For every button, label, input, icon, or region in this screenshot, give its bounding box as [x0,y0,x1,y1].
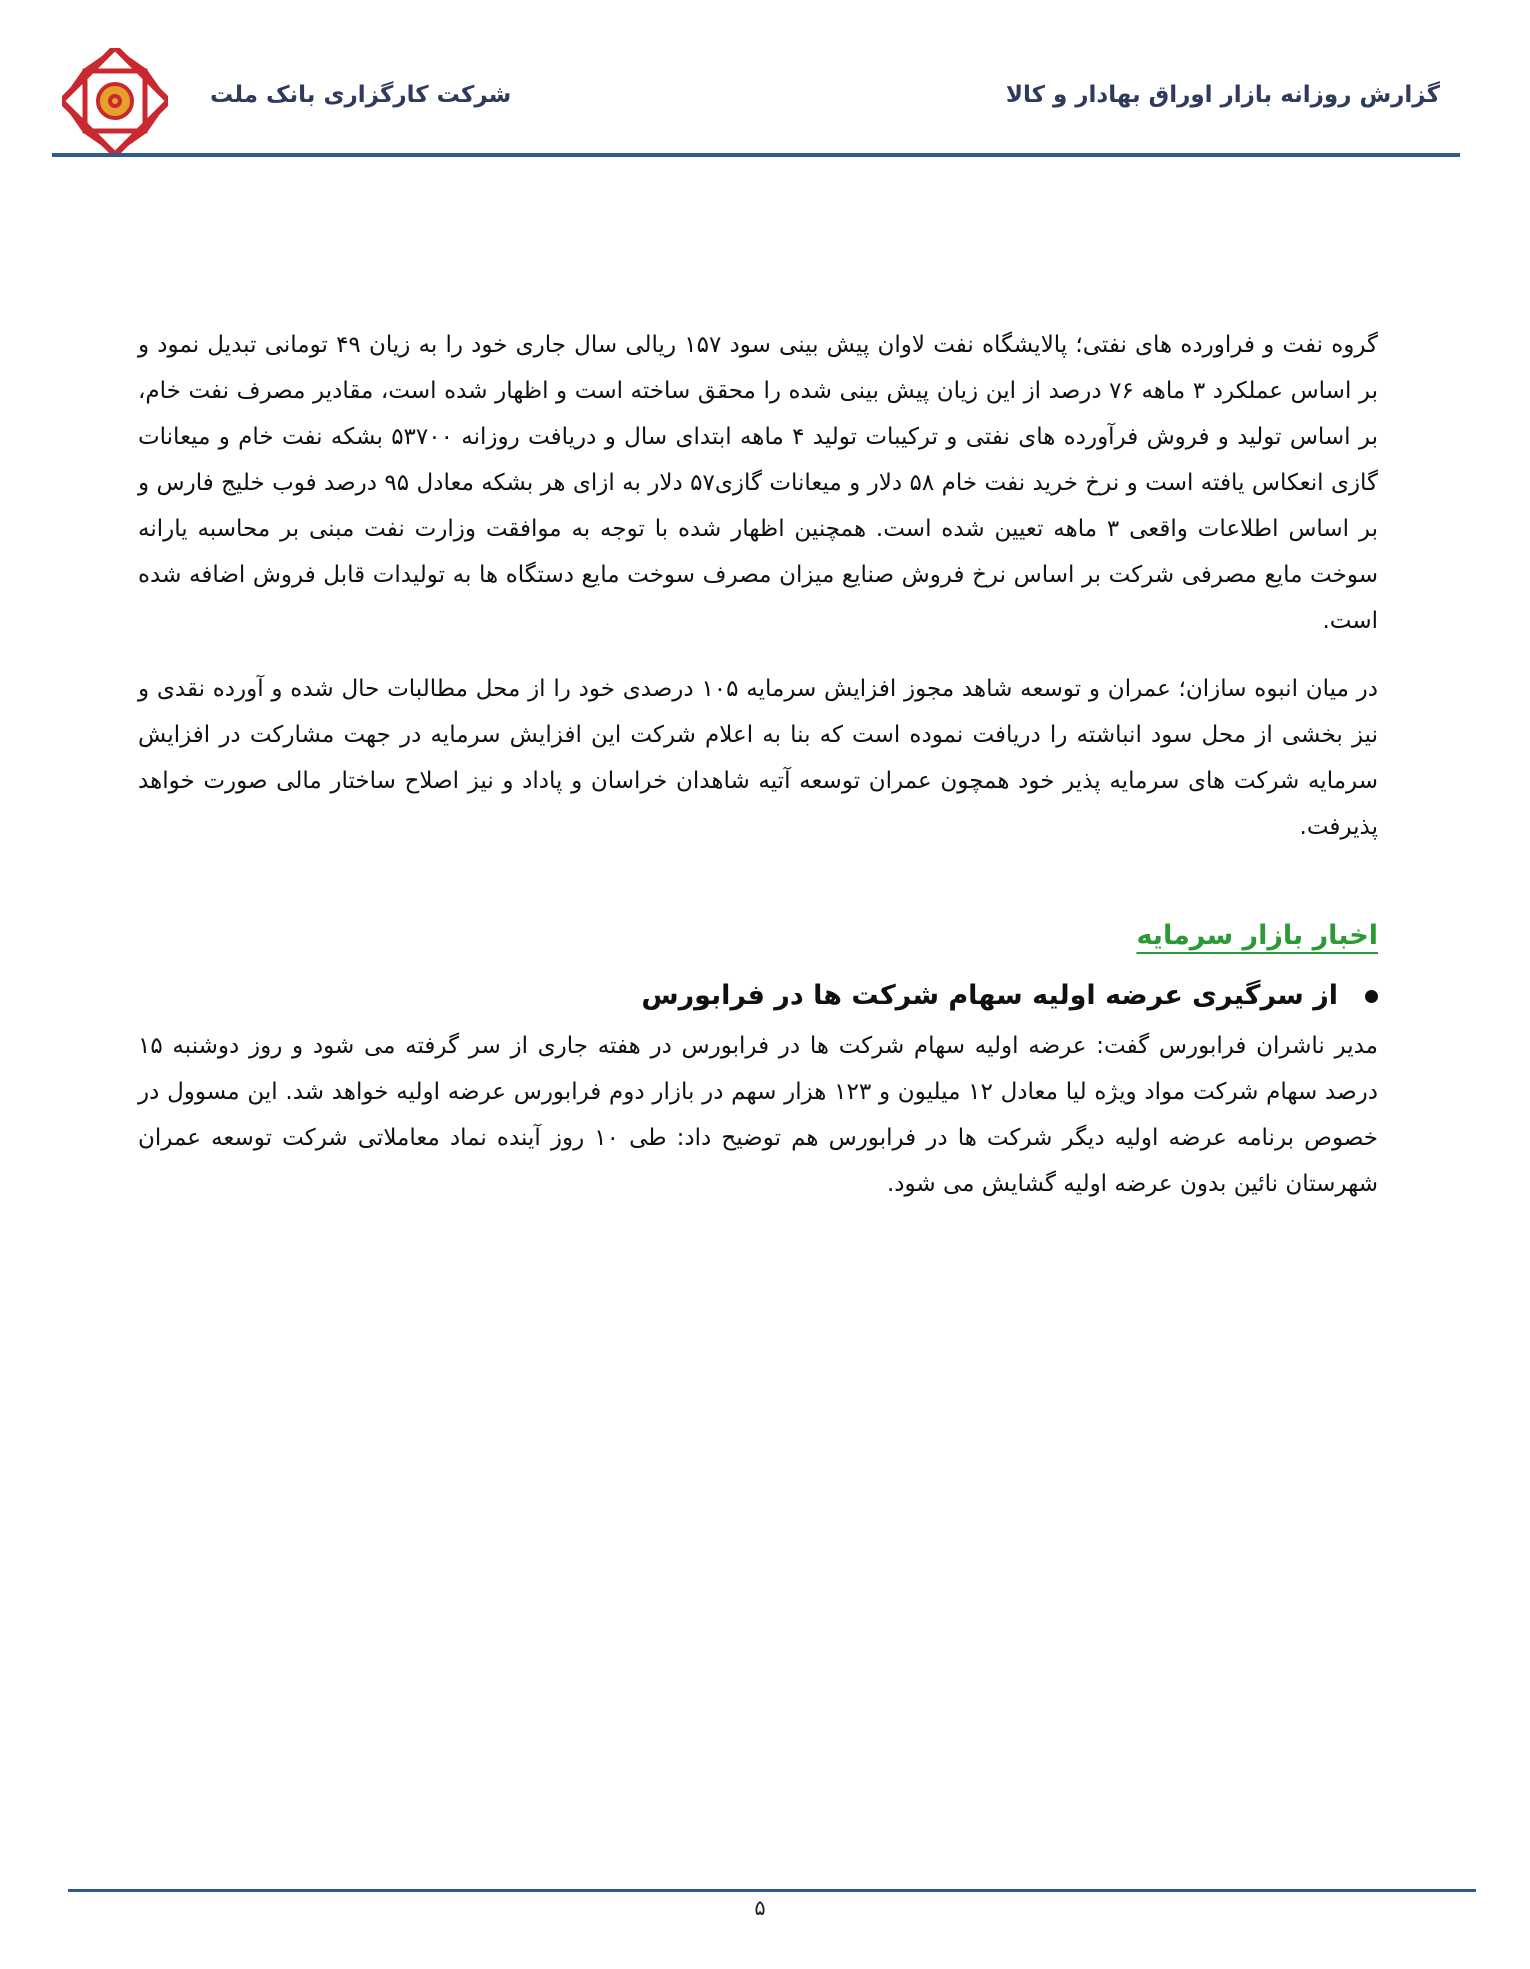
header-rule [52,153,1460,157]
construction-sector-paragraph: در میان انبوه سازان؛ عمران و توسعه شاهد مجوز افزایش سرمایه ۱۰۵ درصدی خود را از محل مطالبات حال شده و آورده نقدی و نیز بخشی از محل سود انباشته را دریافت نموده است که بنا به اعلام شرکت این افزایش سرمایه در جهت مشارکت در افزایش سرمایه شرکت های سرمایه پذیر خود همچون عمران توسعه آتیه شاهدان خراسان و پاداد و نیز اصلاح ساختار مالی صورت خواهد پذیرفت. [138,676,1379,840]
report-title: گزارش روزانه بازار اوراق بهادار و کالا [1005,82,1440,108]
bullet-icon [1365,990,1378,1003]
report-body [138,322,1378,1229]
page-number: ۵ [754,1896,766,1920]
section-heading [138,920,1378,951]
footer-rule [68,1889,1476,1892]
page-header [0,0,1530,160]
oil-sector-paragraph: گروه نفت و فراورده های نفتی؛ پالایشگاه نفت لاوان پیش بینی سود ۱۵۷ ریالی سال جاری خود را به زیان ۴۹ تومانی تبدیل نمود و بر اساس عملکرد ۳ ماهه ۷۶ درصد از این زیان پیش بینی شده را محقق ساخته است و اظهار شده است، مقادیر مصرف نفت خام، بر اساس تولید و فروش فرآورده های نفتی و ترکیبات تولید ۴ ماهه ابتدای سال و دریافت روزانه ۵۳۷۰۰ بشکه نفت خام و میعانات گازی انعکاس یافته است و نرخ خرید نفت خام ۵۸ دلار و میعانات گازی۵۷ دلار به ازای هر بشکه معادل ۹۵ درصد فوب خلیج فارس و بر اساس اطلاعات واقعی ۳ ماهه تعیین شده است. همچنین اظهار شده با توجه به موافقت وزارت نفت مبنی بر محاسبه یارانه سوخت مایع مصرفی شرکت بر اساس نرخ فروش صنایع میزان مصرف سوخت مایع دستگاه ها به تولیدات قابل فروش اضافه شده است. [138,332,1379,634]
section-title: اخبار بازار سرمایه [1136,920,1378,951]
company-name: شرکت کارگزاری بانک ملت [210,82,512,108]
bank-mellat-logo-icon [62,48,168,154]
news-paragraph: مدیر ناشران فرابورس گفت: عرضه اولیه سهام شرکت ها در فرابورس در هفته جاری از سر گرفته می شود و روز دوشنبه ۱۵ درصد سهام شرکت مواد ویژه لیا معادل ۱۲ میلیون و ۱۲۳ هزار سهم در بازار دوم فرابورس عرضه اولیه خواهد شد. این مسوول در خصوص برنامه عرضه اولیه دیگر شرکت ها در فرابورس هم توضیح داد: طی ۱۰ روز آینده نماد معاملاتی شرکت توسعه عمران شهرستان نائین بدون عرضه اولیه گشایش می شود. [138,1033,1378,1197]
news-heading: از سرگیری عرضه اولیه سهام شرکت ها در فرابورس [641,980,1338,1011]
news-bullet-item [138,973,1378,1019]
